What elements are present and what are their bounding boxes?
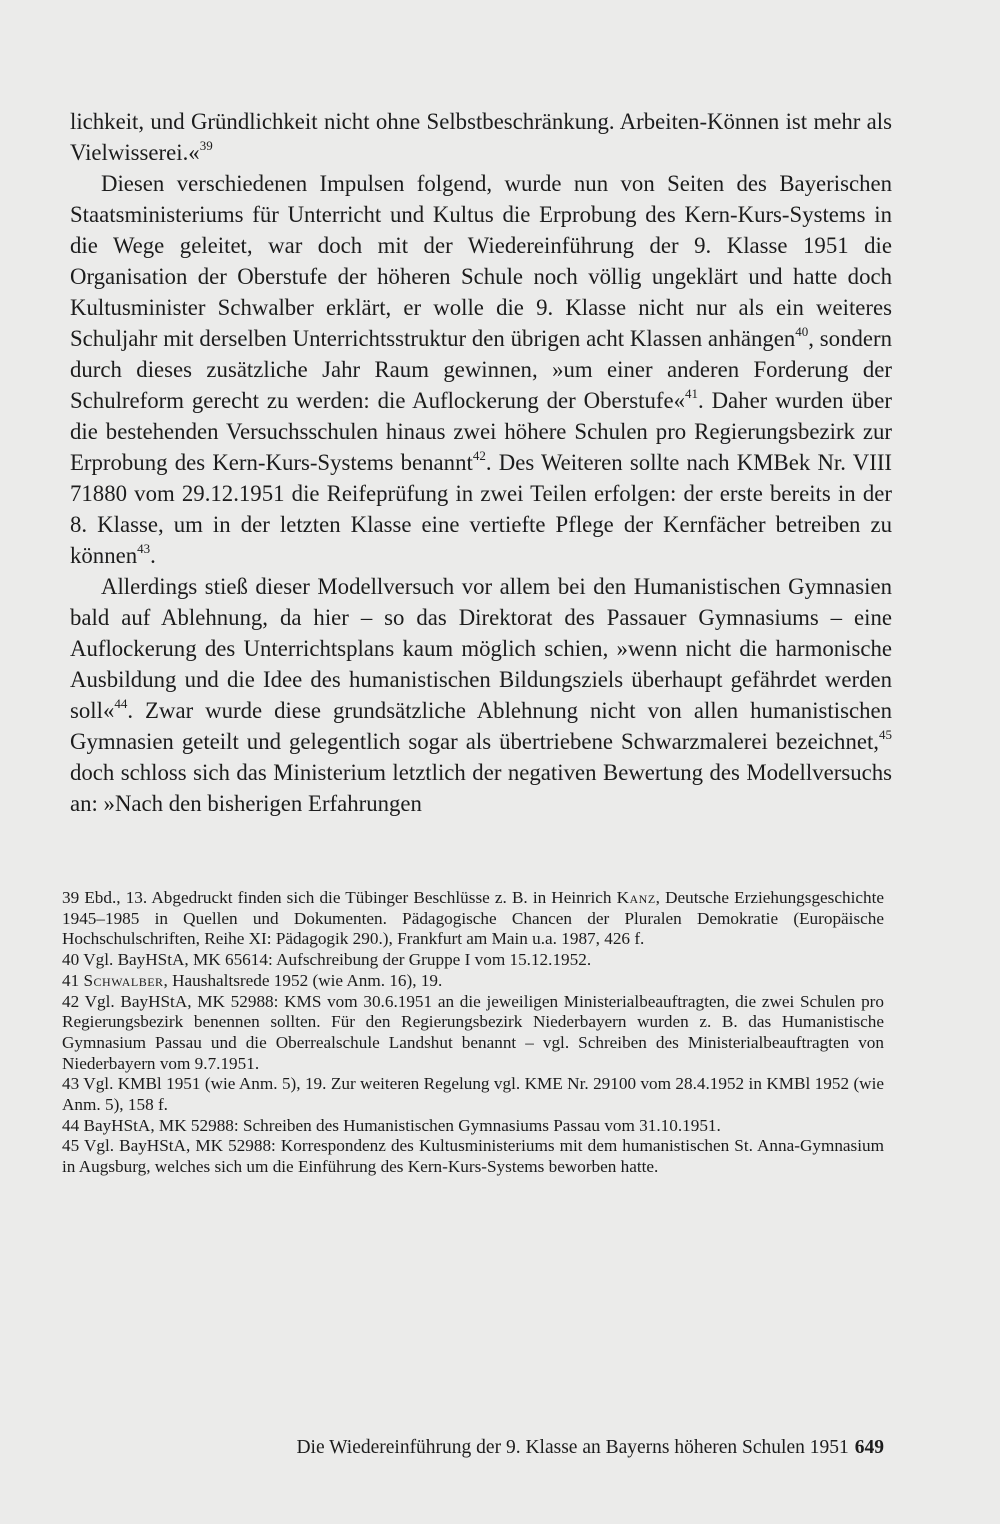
paragraph-text: , sondern durch dieses zusätzliche Jahr Raum gewinnen, »um einer anderen Forderung der Schulreform gerecht zu werden: die Auflockerung der Oberstufe« bbox=[70, 326, 892, 413]
footnote-text: Ebd., 13. Abgedruckt finden sich die Tübinger Beschlüsse z. B. in Heinrich bbox=[84, 888, 617, 907]
footnote-ref[interactable]: 39 bbox=[199, 138, 213, 154]
footnote bbox=[62, 971, 884, 992]
footnote-ref[interactable]: 45 bbox=[879, 727, 892, 743]
footnote-number: 43 bbox=[62, 1074, 80, 1094]
footnote-text: , Haushaltsrede 1952 (wie Anm. 16), 19. bbox=[163, 970, 443, 990]
main-text bbox=[70, 106, 892, 819]
paragraph bbox=[70, 168, 892, 571]
footnote-number: 40 bbox=[62, 950, 80, 970]
paragraph-text: doch schloss sich das Ministerium letztlich der negativen Bewertung des Modellversuchs an: »Nach den bisherigen Erfahrungen bbox=[70, 760, 892, 816]
footnote bbox=[62, 1136, 884, 1177]
footnote-ref[interactable]: 41 bbox=[684, 386, 698, 402]
paragraph bbox=[70, 571, 892, 819]
footnote-text: Vgl. KMBl 1951 (wie Anm. 5), 19. Zur weiteren Regelung vgl. KME Nr. 29100 vom 28.4.1952 in KMBl 1952 (wie Anm. 5), 158 f. bbox=[62, 1074, 884, 1115]
author-name: Schwalber bbox=[83, 970, 164, 990]
paragraph-continued bbox=[70, 106, 892, 168]
footnote-text: , Deutsche Erziehungsgeschichte 1945–1985 in Quellen und Dokumenten. Pädagogische Chancen der Pluralen Demokratie (Europäische Hochschulschriften, Reihe XI: Pädagogik 290.), Frankfurt am Main u.a. 1987, 426 f. bbox=[62, 888, 884, 949]
footnote-number: 39 bbox=[62, 888, 80, 907]
footnote-text: BayHStA, MK 52988: Schreiben des Humanistischen Gymnasiums Passau vom 31.10.1951. bbox=[83, 1115, 721, 1135]
paragraph-text: . Daher wurden über die bestehenden Versuchsschulen hinaus zwei höhere Schulen pro Regierungsbezirk zur Erprobung des Kern-Kurs-Systems benannt bbox=[70, 388, 892, 475]
running-footer bbox=[258, 1436, 884, 1460]
footnote-ref[interactable]: 44 bbox=[114, 696, 128, 712]
paragraph-text: Diesen verschiedenen Impulsen folgend, wurde nun von Seiten des Bayerischen Staatsministeriums für Unterricht und Kultus die Erprobung des Kern-Kurs-Systems in die Wege geleitet, war doch mit der Wiedereinführung der 9. Klasse 1951 die Organisation der Oberstufe der höheren Schule noch völlig ungeklärt und hatte doch Kultusminister Schwalber erklärt, er wolle die 9. Klasse nicht nur als ein weiteres Schuljahr mit derselben Unterrichtsstruktur den übrigen acht Klassen anhängen bbox=[70, 171, 892, 351]
paragraph-text: . Des Weiteren sollte nach KMBek Nr. VIII 71880 vom 29.12.1951 die Reifeprüfung in zwei Teilen erfolgen: der erste bereits in der 8. Klasse, um in der letzten Klasse eine vertiefte Pflege der Kernfächer betreiben zu können bbox=[70, 450, 893, 568]
footnote-ref[interactable]: 42 bbox=[472, 448, 486, 464]
footnote-text: Vgl. BayHStA, MK 52988: Korrespondenz des Kultusministeriums mit dem humanistischen St. Anna-Gymnasium in Augsburg, welches sich um die Einführung des Kern-Kurs-Systems beworben hatte. bbox=[62, 1136, 884, 1177]
footnote-number: 44 bbox=[62, 1115, 80, 1135]
footnote bbox=[62, 950, 884, 971]
footnotes bbox=[62, 888, 884, 1178]
footnote bbox=[62, 888, 884, 950]
footnote bbox=[62, 1074, 884, 1115]
footnote-number: 42 bbox=[62, 991, 80, 1011]
footnote bbox=[62, 1116, 884, 1137]
paragraph-text: lichkeit, und Gründlichkeit nicht ohne Selbstbeschränkung. Arbeiten-Können ist mehr als Vielwisserei.« bbox=[70, 109, 892, 165]
footnote-ref[interactable]: 43 bbox=[137, 541, 151, 557]
footnote-ref[interactable]: 40 bbox=[795, 324, 809, 340]
footnote-number: 41 bbox=[62, 970, 80, 990]
paragraph-text: . bbox=[150, 543, 156, 568]
page-number: 649 bbox=[854, 1437, 884, 1458]
paragraph-text: . Zwar wurde diese grundsätzliche Ablehnung nicht von allen humanistischen Gymnasien geteilt und gelegentlich sogar als übertriebene Schwarzmalerei bezeichnet, bbox=[70, 698, 892, 754]
footnote-text: Vgl. BayHStA, MK 65614: Aufschreibung der Gruppe I vom 15.12.1952. bbox=[83, 950, 592, 970]
author-name: Kanz bbox=[616, 888, 656, 907]
footnote-text: Vgl. BayHStA, MK 52988: KMS vom 30.6.1951 an die jeweiligen Ministerialbeauftragten, die zwei Schulen pro Regierungsbezirk benennen sollten. Für den Regierungsbezirk Niederbayern wurden z. B. das Humanistische Gymnasium Passau und die Oberrealschule Landshut benannt – vgl. Schreiben des Ministerialbeauftragten von Niederbayern vom 9.7.1951. bbox=[62, 991, 884, 1073]
footnote bbox=[62, 992, 884, 1075]
running-title: Die Wiedereinführung der 9. Klasse an Bayerns höheren Schulen 1951 bbox=[296, 1437, 849, 1458]
footnote-number: 45 bbox=[62, 1136, 80, 1156]
paragraph-text: Allerdings stieß dieser Modellversuch vor allem bei den Humanistischen Gymnasien bald auf Ablehnung, da hier – so das Direktorat des Passauer Gymnasiums – eine Auflockerung des Unterrichtsplans kaum möglich schien, »wenn nicht die harmonische Ausbildung und die Idee des humanistischen Bildungsziels überhaupt gefährdet werden soll« bbox=[70, 574, 892, 723]
